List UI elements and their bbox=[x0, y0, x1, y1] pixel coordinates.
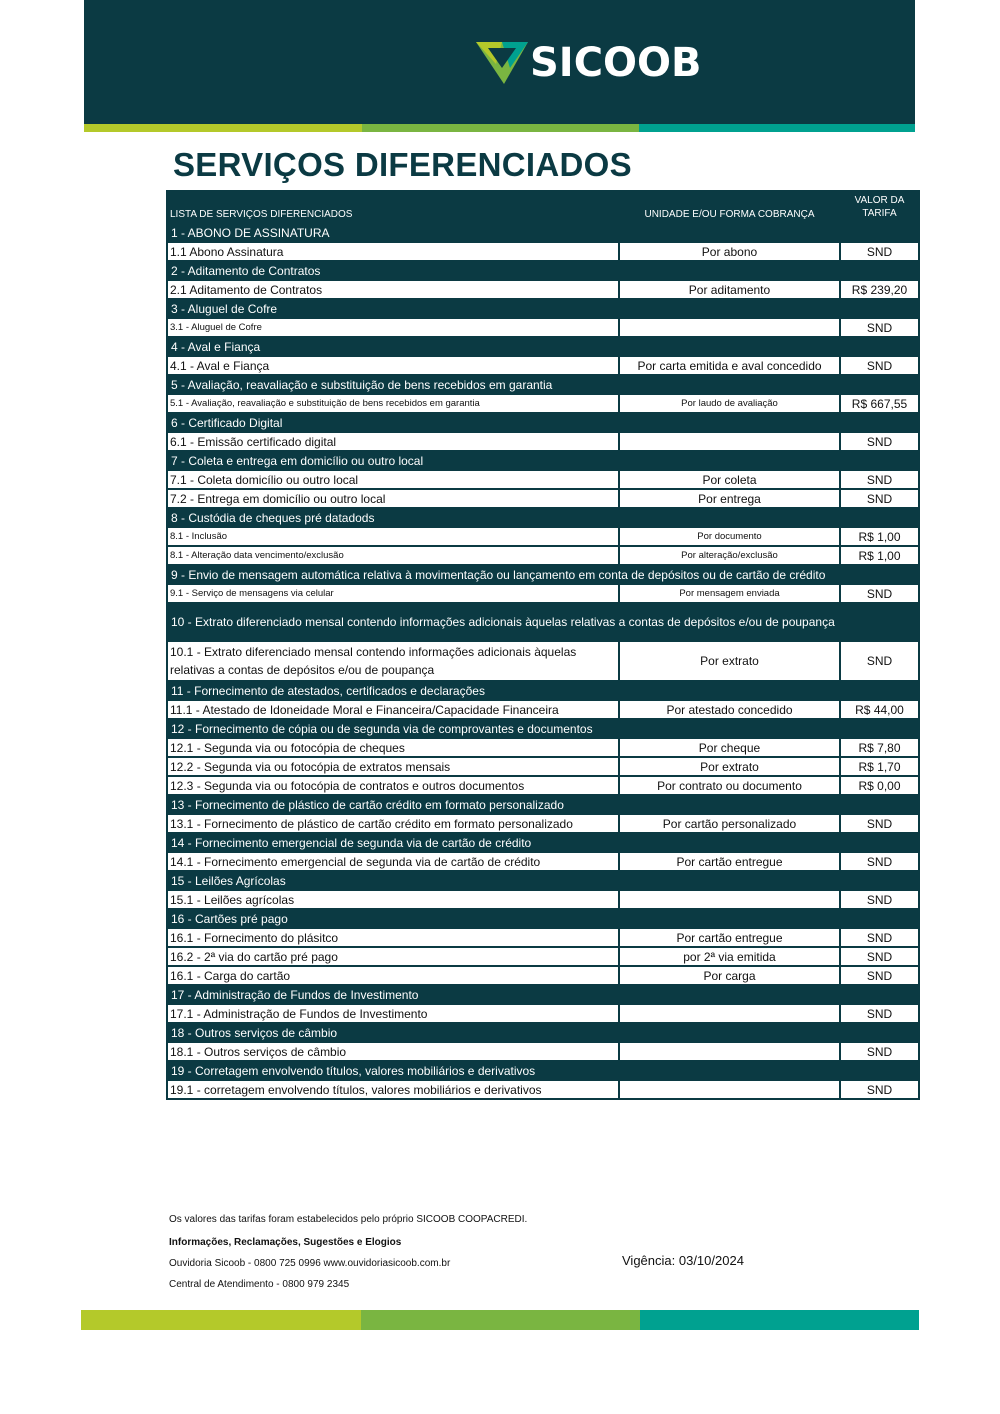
table-row bbox=[167, 527, 919, 546]
service-unit: Por extrato bbox=[619, 757, 840, 776]
service-label: 16.2 - 2ª via do cartão pré pago bbox=[167, 947, 619, 966]
service-label: 17.1 - Administração de Fundos de Investimento bbox=[167, 1004, 619, 1023]
header-tariff-line2: TARIFA bbox=[862, 208, 897, 219]
service-unit: Por cartão entregue bbox=[619, 852, 840, 871]
table-row bbox=[167, 318, 919, 337]
table-row bbox=[167, 394, 919, 413]
service-value: R$ 7,80 bbox=[840, 738, 919, 757]
service-unit: Por entrega bbox=[619, 489, 840, 508]
section-row bbox=[167, 508, 919, 527]
service-value: SND bbox=[840, 1080, 919, 1099]
service-unit: Por cartão entregue bbox=[619, 928, 840, 947]
table-row bbox=[167, 546, 919, 565]
service-value: SND bbox=[840, 852, 919, 871]
footer-ouvidoria: Ouvidoria Sicoob - 0800 725 0996 www.ouvidoriasicoob.com.br bbox=[169, 1258, 451, 1269]
section-row bbox=[167, 337, 919, 356]
service-label: 9.1 - Serviço de mensagens via celular bbox=[167, 584, 619, 603]
services-table bbox=[166, 190, 920, 1100]
service-unit: Por documento bbox=[619, 527, 840, 546]
service-unit: Por alteração/exclusão bbox=[619, 546, 840, 565]
section-label: 18 - Outros serviços de câmbio bbox=[167, 1023, 919, 1042]
section-row bbox=[167, 1061, 919, 1080]
section-row bbox=[167, 413, 919, 432]
service-value: SND bbox=[840, 1042, 919, 1061]
table-row bbox=[167, 641, 919, 681]
table-row bbox=[167, 814, 919, 833]
table-body bbox=[167, 223, 919, 1099]
section-row bbox=[167, 451, 919, 470]
footer-info-heading: Informações, Reclamações, Sugestões e Elogios bbox=[169, 1237, 402, 1248]
section-label: 12 - Fornecimento de cópia ou de segunda via de comprovantes e documentos bbox=[167, 719, 919, 738]
section-label: 6 - Certificado Digital bbox=[167, 413, 919, 432]
service-value: SND bbox=[840, 470, 919, 489]
table-row bbox=[167, 280, 919, 299]
table-row bbox=[167, 700, 919, 719]
section-label: 2 - Aditamento de Contratos bbox=[167, 261, 919, 280]
service-value: R$ 44,00 bbox=[840, 700, 919, 719]
service-label: 16.1 - Fornecimento do plásitco bbox=[167, 928, 619, 947]
page-title: SERVIÇOS DIFERENCIADOS bbox=[173, 146, 632, 183]
table-row bbox=[167, 738, 919, 757]
service-unit bbox=[619, 1042, 840, 1061]
service-label: 12.3 - Segunda via ou fotocópia de contratos e outros documentos bbox=[167, 776, 619, 795]
section-row bbox=[167, 985, 919, 1004]
service-value: SND bbox=[840, 356, 919, 375]
service-label: 2.1 Aditamento de Contratos bbox=[167, 280, 619, 299]
service-label: 8.1 - Inclusão bbox=[167, 527, 619, 546]
service-label: 13.1 - Fornecimento de plástico de cartão crédito em formato personalizado bbox=[167, 814, 619, 833]
footer-stripe-lime bbox=[81, 1310, 361, 1330]
service-value: SND bbox=[840, 1004, 919, 1023]
section-label: 9 - Envio de mensagem automática relativa à movimentação ou lançamento em conta de depósitos ou de cartão de crédito bbox=[167, 565, 919, 584]
header-tariff-line1: VALOR DA bbox=[854, 195, 905, 206]
section-row bbox=[167, 603, 919, 641]
table-row bbox=[167, 584, 919, 603]
header-tariff-value bbox=[840, 191, 919, 223]
service-label: 7.1 - Coleta domicílio ou outro local bbox=[167, 470, 619, 489]
service-label: 8.1 - Alteração data vencimento/exclusão bbox=[167, 546, 619, 565]
service-label: 3.1 - Aluguel de Cofre bbox=[167, 318, 619, 337]
table-row bbox=[167, 489, 919, 508]
section-label: 4 - Aval e Fiança bbox=[167, 337, 919, 356]
section-row bbox=[167, 795, 919, 814]
table-row bbox=[167, 1080, 919, 1099]
footer-central: Central de Atendimento - 0800 979 2345 bbox=[169, 1279, 350, 1290]
header-stripe-green bbox=[362, 124, 639, 132]
service-unit: Por coleta bbox=[619, 470, 840, 489]
table-header-row bbox=[167, 191, 919, 223]
section-row bbox=[167, 223, 919, 242]
header-services-list: LISTA DE SERVIÇOS DIFERENCIADOS bbox=[167, 191, 619, 223]
section-row bbox=[167, 833, 919, 852]
service-unit bbox=[619, 1004, 840, 1023]
service-label: 6.1 - Emissão certificado digital bbox=[167, 432, 619, 451]
sicoob-logo bbox=[474, 38, 702, 88]
service-value: SND bbox=[840, 966, 919, 985]
section-label: 1 - ABONO DE ASSINATURA bbox=[167, 223, 919, 242]
service-unit: Por laudo de avaliação bbox=[619, 394, 840, 413]
service-unit bbox=[619, 1080, 840, 1099]
service-unit: Por contrato ou documento bbox=[619, 776, 840, 795]
service-value: R$ 1,00 bbox=[840, 546, 919, 565]
service-label: 14.1 - Fornecimento emergencial de segunda via de cartão de crédito bbox=[167, 852, 619, 871]
service-value: R$ 1,70 bbox=[840, 757, 919, 776]
section-row bbox=[167, 299, 919, 318]
table-row bbox=[167, 890, 919, 909]
service-label: 7.2 - Entrega em domicílio ou outro local bbox=[167, 489, 619, 508]
table-row bbox=[167, 1004, 919, 1023]
service-value: SND bbox=[840, 928, 919, 947]
service-label: 1.1 Abono Assinatura bbox=[167, 242, 619, 261]
service-value: SND bbox=[840, 947, 919, 966]
service-label: 18.1 - Outros serviços de câmbio bbox=[167, 1042, 619, 1061]
section-row bbox=[167, 261, 919, 280]
service-unit: Por aditamento bbox=[619, 280, 840, 299]
table-row bbox=[167, 928, 919, 947]
section-label: 3 - Aluguel de Cofre bbox=[167, 299, 919, 318]
section-label: 14 - Fornecimento emergencial de segunda via de cartão de crédito bbox=[167, 833, 919, 852]
service-value: SND bbox=[840, 489, 919, 508]
service-value: R$ 1,00 bbox=[840, 527, 919, 546]
footer-note: Os valores das tarifas foram estabelecidos pelo próprio SICOOB COOPACREDI. bbox=[169, 1214, 528, 1225]
service-value: R$ 239,20 bbox=[840, 280, 919, 299]
service-label: 4.1 - Aval e Fiança bbox=[167, 356, 619, 375]
service-label: 16.1 - Carga do cartão bbox=[167, 966, 619, 985]
section-label: 13 - Fornecimento de plástico de cartão crédito em formato personalizado bbox=[167, 795, 919, 814]
section-row bbox=[167, 681, 919, 700]
section-label: 16 - Cartões pré pago bbox=[167, 909, 919, 928]
service-unit: Por carga bbox=[619, 966, 840, 985]
header-stripe-teal bbox=[639, 124, 915, 132]
service-label: 12.2 - Segunda via ou fotocópia de extratos mensais bbox=[167, 757, 619, 776]
service-label: 19.1 - corretagem envolvendo títulos, valores mobiliários e derivativos bbox=[167, 1080, 619, 1099]
section-row bbox=[167, 719, 919, 738]
section-label: 19 - Corretagem envolvendo títulos, valores mobiliários e derivativos bbox=[167, 1061, 919, 1080]
service-value: SND bbox=[840, 584, 919, 603]
vigencia-date: Vigência: 03/10/2024 bbox=[622, 1253, 744, 1268]
service-label: 11.1 - Atestado de Idoneidade Moral e Financeira/Capacidade Financeira bbox=[167, 700, 619, 719]
section-row bbox=[167, 1023, 919, 1042]
section-label: 17 - Administração de Fundos de Investimento bbox=[167, 985, 919, 1004]
service-value: R$ 0,00 bbox=[840, 776, 919, 795]
header-stripe-lime bbox=[84, 124, 362, 132]
service-label: 15.1 - Leilões agrícolas bbox=[167, 890, 619, 909]
sicoob-logo-text: SICOOB bbox=[530, 40, 702, 86]
table-row bbox=[167, 776, 919, 795]
table-row bbox=[167, 1042, 919, 1061]
service-label: 12.1 - Segunda via ou fotocópia de cheques bbox=[167, 738, 619, 757]
service-value: SND bbox=[840, 242, 919, 261]
service-value: SND bbox=[840, 432, 919, 451]
service-unit: Por cartão personalizado bbox=[619, 814, 840, 833]
section-label: 15 - Leilões Agrícolas bbox=[167, 871, 919, 890]
service-value: SND bbox=[840, 890, 919, 909]
service-value: SND bbox=[840, 641, 919, 681]
footer-stripe-teal bbox=[640, 1310, 919, 1330]
table-row bbox=[167, 757, 919, 776]
service-unit: Por abono bbox=[619, 242, 840, 261]
section-label: 7 - Coleta e entrega em domicílio ou outro local bbox=[167, 451, 919, 470]
sicoob-logo-mark-icon bbox=[474, 40, 530, 86]
section-row bbox=[167, 565, 919, 584]
section-label: 11 - Fornecimento de atestados, certificados e declarações bbox=[167, 681, 919, 700]
section-label: 5 - Avaliação, reavaliação e substituição de bens recebidos em garantia bbox=[167, 375, 919, 394]
service-label: 10.1 - Extrato diferenciado mensal contendo informações adicionais àquelas relativas a contas de depósitos e/ou de poupança bbox=[167, 641, 619, 681]
service-unit: Por carta emitida e aval concedido bbox=[619, 356, 840, 375]
service-unit bbox=[619, 432, 840, 451]
service-unit: Por extrato bbox=[619, 641, 840, 681]
section-row bbox=[167, 909, 919, 928]
service-value: SND bbox=[840, 814, 919, 833]
section-row bbox=[167, 375, 919, 394]
table-row bbox=[167, 966, 919, 985]
section-row bbox=[167, 871, 919, 890]
service-label: 5.1 - Avaliação, reavaliação e substituição de bens recebidos em garantia bbox=[167, 394, 619, 413]
service-value: R$ 667,55 bbox=[840, 394, 919, 413]
service-unit: Por atestado concedido bbox=[619, 700, 840, 719]
table-row bbox=[167, 356, 919, 375]
table-row bbox=[167, 242, 919, 261]
service-unit bbox=[619, 318, 840, 337]
service-unit: Por mensagem enviada bbox=[619, 584, 840, 603]
footer-stripe-green bbox=[361, 1310, 640, 1330]
service-unit: Por cheque bbox=[619, 738, 840, 757]
service-value: SND bbox=[840, 318, 919, 337]
header-unit: UNIDADE E/OU FORMA COBRANÇA bbox=[619, 191, 840, 223]
table-row bbox=[167, 470, 919, 489]
service-unit bbox=[619, 890, 840, 909]
service-unit: por 2ª via emitida bbox=[619, 947, 840, 966]
table-row bbox=[167, 432, 919, 451]
section-label: 10 - Extrato diferenciado mensal contendo informações adicionais àquelas relativas a contas de depósitos e/ou de poupança bbox=[167, 603, 919, 641]
section-label: 8 - Custódia de cheques pré datadods bbox=[167, 508, 919, 527]
table-row bbox=[167, 852, 919, 871]
page-header bbox=[84, 0, 915, 124]
table-row bbox=[167, 947, 919, 966]
